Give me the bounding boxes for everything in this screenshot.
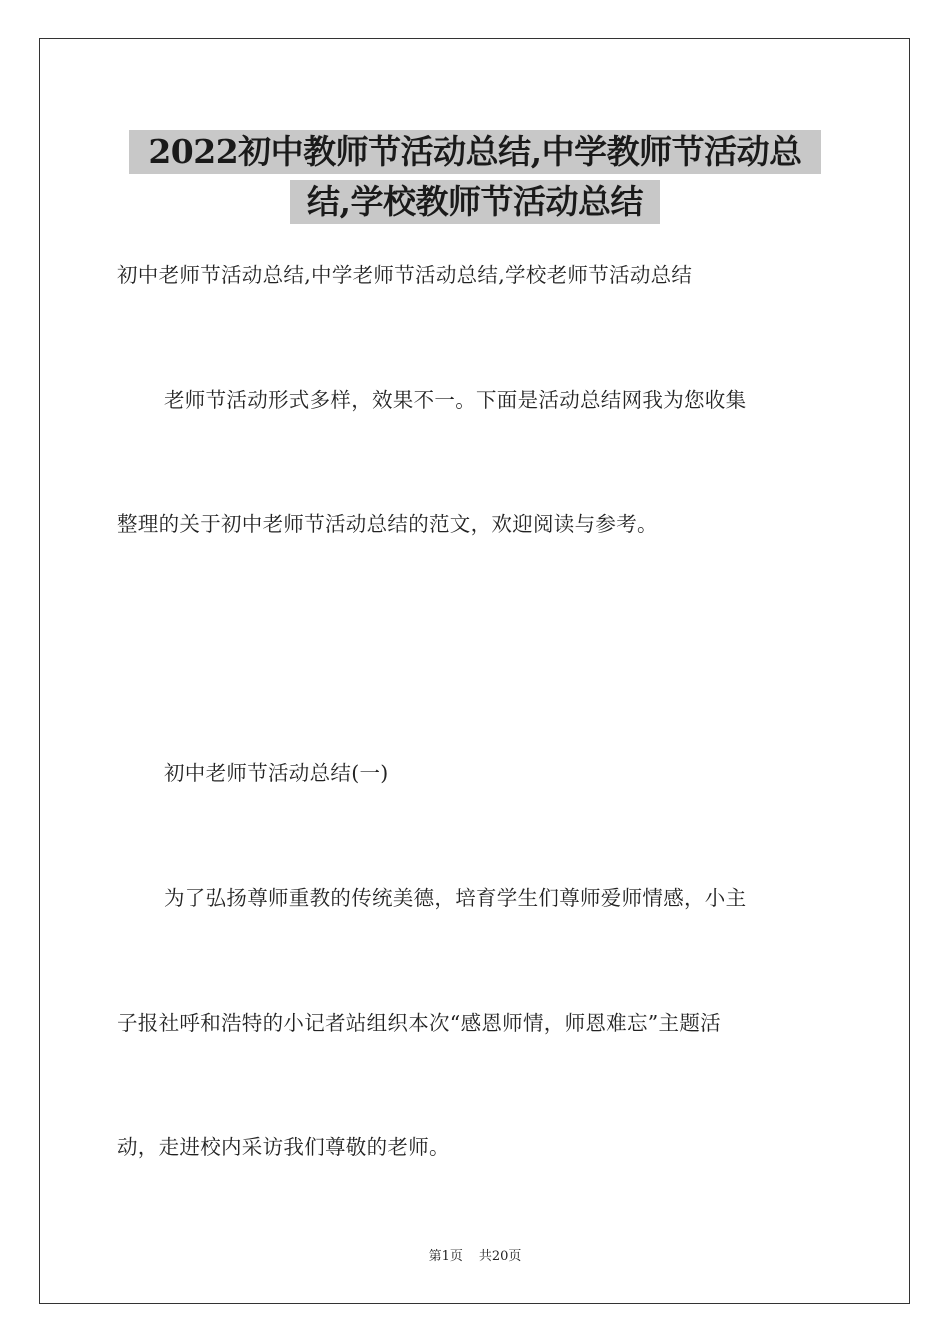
page-total: 共20页: [478, 1249, 522, 1264]
body-paragraph-line-3: 动，走进校内采访我们尊敬的老师。: [117, 1135, 450, 1159]
intro-paragraph-line-1: 老师节活动形式多样，效果不一。下面是活动总结网我为您收集: [164, 388, 747, 412]
document-title-line-2: 结,学校教师节活动总结: [290, 180, 660, 224]
page-border: [39, 38, 910, 1304]
page-number: 第1页: [428, 1249, 463, 1264]
subtitle-line: 初中老师节活动总结,中学老师节活动总结,学校老师节活动总结: [117, 263, 693, 287]
document-title-line-1: 2022初中教师节活动总结,中学教师节活动总: [129, 130, 821, 174]
page-footer: [0, 1248, 950, 1266]
body-paragraph-line-2: 子报社呼和浩特的小记者站组织本次“感恩师情，师恩难忘”主题活: [117, 1011, 721, 1035]
intro-paragraph-line-2: 整理的关于初中老师节活动总结的范文，欢迎阅读与参考。: [117, 512, 658, 536]
body-paragraph-line-1: 为了弘扬尊师重教的传统美德，培育学生们尊师爱师情感，小主: [164, 886, 747, 910]
section-heading: 初中老师节活动总结(一): [164, 761, 389, 785]
